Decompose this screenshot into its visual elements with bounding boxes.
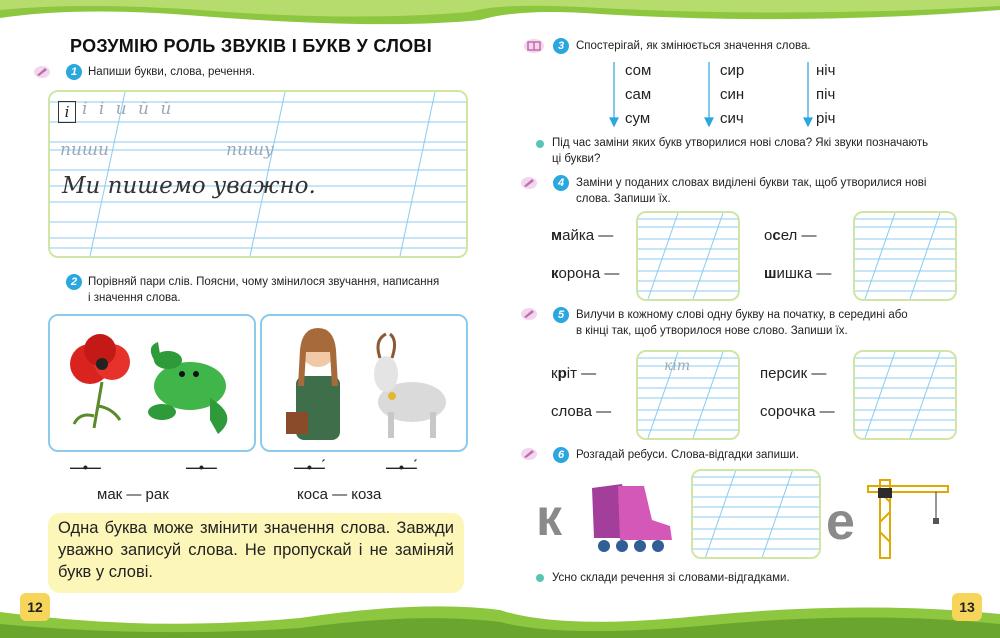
poppy-icon <box>70 334 130 428</box>
page-number-left: 12 <box>20 593 50 621</box>
task-number-3: 3 <box>553 38 569 54</box>
roller-skates-icon <box>574 478 678 556</box>
writing-lines <box>855 213 955 299</box>
answer-box-1[interactable] <box>636 211 740 301</box>
task4-instruction: Заміни у поданих словах виділені букви так, щоб утворилися нові слова. Запиши їх. <box>576 177 927 205</box>
pencil-icon <box>520 176 538 190</box>
word-column-1: сом сам сум <box>625 62 652 127</box>
sound-scheme-kosa: —•—́ <box>294 459 324 475</box>
girl-and-goat-illustration <box>262 316 466 450</box>
girl-icon <box>286 328 340 440</box>
pencil-icon <box>520 307 538 321</box>
word-column-3: ніч піч річ <box>816 62 836 127</box>
bottom-wave-decoration <box>0 600 1000 638</box>
trace-word-1: пиши <box>60 140 109 160</box>
task1-instruction: Напиши букви, слова, речення. <box>88 66 255 78</box>
goat-icon <box>374 334 446 438</box>
rebus-answer-box[interactable] <box>691 469 821 559</box>
sample-letter-box: і <box>58 101 76 123</box>
answer-box-4[interactable] <box>853 350 957 440</box>
top-wave-decoration <box>0 0 1000 30</box>
task-number-1: 1 <box>66 64 82 80</box>
word-column-2: сир син сич <box>720 62 745 127</box>
crane-icon <box>864 462 950 560</box>
question-text: Під час заміни яких букв утворилися нові слова? Які звуки позначають ці букви? <box>552 137 929 165</box>
rule-note: Одна буква може змінити значення слова. Завжди уважно записуй слова. Не пропускай і не заміняй букв у слові. <box>48 513 464 593</box>
task2-instruction: Порівняй пари слів. Поясни, чому змінилося звучання, написання і значення слова. <box>88 276 440 304</box>
writing-lines <box>693 471 819 557</box>
sample-answer: кіт <box>664 358 691 374</box>
picture-card-poppy-crayfish <box>48 314 256 452</box>
word-shyshka: шишка — <box>764 265 832 282</box>
sound-scheme-mak: —•— <box>70 459 100 475</box>
bullet-dot <box>536 140 544 148</box>
pencil-icon <box>33 65 51 79</box>
page-number-right: 13 <box>952 593 982 621</box>
rebus-letter-e: е <box>826 493 855 551</box>
answer-box-2[interactable] <box>853 211 957 301</box>
writing-lines <box>638 213 738 299</box>
picture-card-girl-goat <box>260 314 468 452</box>
page-title: РОЗУМІЮ РОЛЬ ЗВУКІВ І БУКВ У СЛОВІ <box>70 36 433 56</box>
word-maika: майка — <box>551 227 614 244</box>
task5-instruction: Вилучи в кожному слові одну букву на початку, в середині або в кінці так, щоб утворилося нове слово. Запиши їх. <box>576 309 908 337</box>
task-number-6: 6 <box>553 447 569 463</box>
sound-scheme-rak: —•— <box>186 459 216 475</box>
word-persyk: персик — <box>760 365 827 382</box>
word-osel: осел — <box>764 227 817 244</box>
word-slova: слова — <box>551 403 612 420</box>
writing-lines <box>855 352 955 438</box>
task-number-5: 5 <box>553 307 569 323</box>
word-korona: корона — <box>551 265 620 282</box>
footer-instruction: Усно склади речення зі словами-відгадками. <box>552 572 790 584</box>
word-pair-1: мак — рак <box>97 486 169 503</box>
trace-letters: і і и й й <box>82 99 175 119</box>
word-kryt: кріт — <box>551 365 597 382</box>
pencil-icon <box>520 447 538 461</box>
word-pair-2: коса — коза <box>297 486 382 503</box>
word-sorochka: сорочка — <box>760 403 835 420</box>
rebus-letter-k: к <box>536 489 563 547</box>
task6-instruction: Розгадай ребуси. Слова-відгадки запиши. <box>576 449 799 461</box>
book-icon <box>523 38 545 54</box>
trace-word-2: пишу <box>226 140 274 160</box>
task-number-4: 4 <box>553 175 569 191</box>
crayfish-icon <box>148 342 227 434</box>
bullet-dot <box>536 574 544 582</box>
task3-instruction: Спостерігай, як змінюється значення слова. <box>576 40 811 52</box>
sound-scheme-koza: —•—́ <box>386 459 416 475</box>
task-number-2: 2 <box>66 274 82 290</box>
sample-sentence: Ми пишемо уважно. <box>62 173 316 199</box>
poppy-and-crayfish-illustration <box>50 316 254 450</box>
